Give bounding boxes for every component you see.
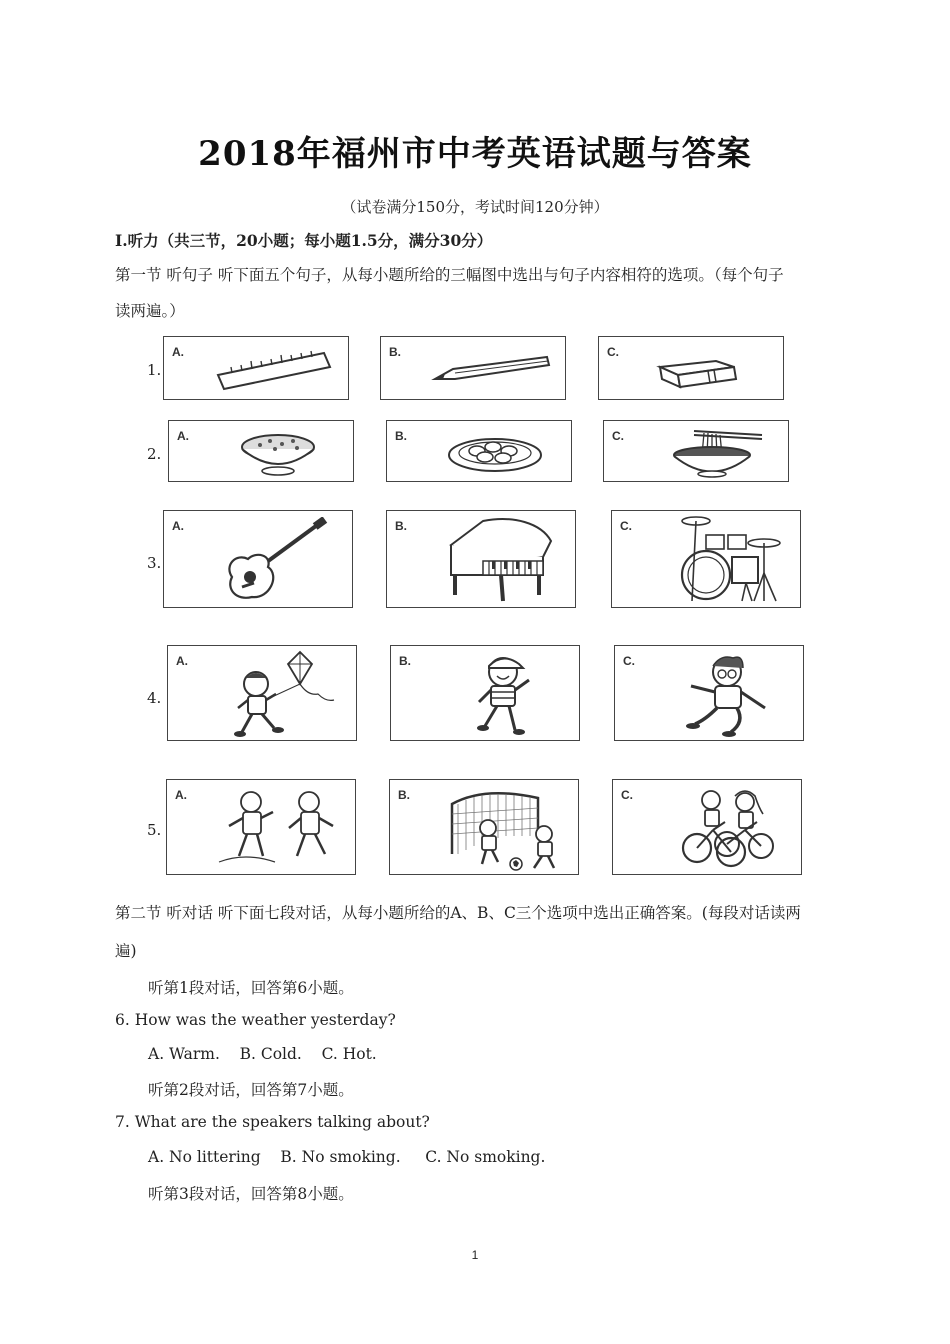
option-box[interactable] (614, 645, 804, 741)
boy-dancing-icon (681, 650, 781, 740)
option-box[interactable] (386, 510, 576, 608)
option-letter: B. (395, 429, 407, 443)
dumplings-plate-icon (445, 429, 545, 475)
part2-instruction-cont: 遍) (115, 942, 137, 960)
option-box[interactable] (386, 420, 572, 482)
option-letter: B. (389, 345, 401, 359)
option-letter: B. (399, 654, 411, 668)
option-box[interactable] (612, 779, 802, 875)
option-box[interactable] (163, 336, 349, 400)
question-7: 7. What are the speakers talking about? (115, 1113, 430, 1131)
option-letter: C. (607, 345, 619, 359)
exam-info: （试卷满分150分，考试时间120分钟） (341, 198, 609, 216)
dialog-instruction: 听第3段对话，回答第8小题。 (148, 1185, 354, 1203)
piano-icon (443, 515, 563, 605)
question-number: 2. (147, 445, 162, 463)
option-box[interactable] (603, 420, 789, 482)
boy-flying-kite-icon (230, 650, 340, 740)
dialog-instruction: 听第2段对话，回答第7小题。 (148, 1081, 354, 1099)
option-box[interactable] (389, 779, 579, 875)
kids-skating-icon (215, 788, 349, 872)
question-number: 5. (147, 821, 162, 839)
option-letter: A. (175, 788, 187, 802)
pencil-icon (431, 349, 551, 389)
noodles-bowl-icon (666, 425, 766, 479)
drums-icon (662, 513, 786, 605)
question-6-options: A. Warm. B. Cold. C. Hot. (148, 1045, 377, 1063)
question-7-options: A. No littering B. No smoking. C. No smoking. (148, 1148, 546, 1166)
option-box[interactable] (163, 510, 353, 608)
option-box[interactable] (168, 420, 354, 482)
option-box[interactable] (611, 510, 801, 608)
option-letter: A. (176, 654, 188, 668)
part1-instruction-cont: 读两遍。） (115, 302, 185, 320)
rice-bowl-icon (235, 427, 321, 477)
option-letter: C. (620, 519, 632, 533)
option-letter: C. (621, 788, 633, 802)
option-letter: A. (172, 519, 184, 533)
part1-instruction: 第一节 听句子 听下面五个句子，从每小题所给的三幅图中选出与句子内容相符的选项。（每个句子 (115, 266, 784, 284)
guitar-icon (220, 517, 330, 605)
section-heading: I.听力（共三节，20小题；每小题1.5分，满分30分） (115, 231, 493, 250)
page-number: 1 (471, 1248, 479, 1262)
question-number: 4. (147, 689, 162, 707)
question-6: 6. How was the weather yesterday? (115, 1011, 396, 1029)
option-box[interactable] (167, 645, 357, 741)
boy-waving-icon (467, 650, 547, 740)
eraser-icon (654, 347, 744, 391)
option-box[interactable] (598, 336, 784, 400)
ruler-icon (214, 345, 334, 391)
option-letter: A. (177, 429, 189, 443)
question-number: 1. (147, 361, 162, 379)
page-title: 2018年福州市中考英语试题与答案 (198, 134, 752, 174)
option-box[interactable] (390, 645, 580, 741)
option-letter: B. (395, 519, 407, 533)
option-box[interactable] (166, 779, 356, 875)
part2-instruction: 第二节 听对话 听下面七段对话，从每小题所给的A、B、C三个选项中选出正确答案。(每段对话读两 (115, 904, 801, 922)
question-number: 3. (147, 554, 162, 572)
option-letter: C. (623, 654, 635, 668)
kids-playing-soccer-icon (444, 784, 574, 874)
option-box[interactable] (380, 336, 566, 400)
option-letter: B. (398, 788, 410, 802)
dialog-instruction: 听第1段对话，回答第6小题。 (148, 979, 354, 997)
option-letter: C. (612, 429, 624, 443)
kids-riding-bikes-icon (679, 786, 779, 872)
option-letter: A. (172, 345, 184, 359)
